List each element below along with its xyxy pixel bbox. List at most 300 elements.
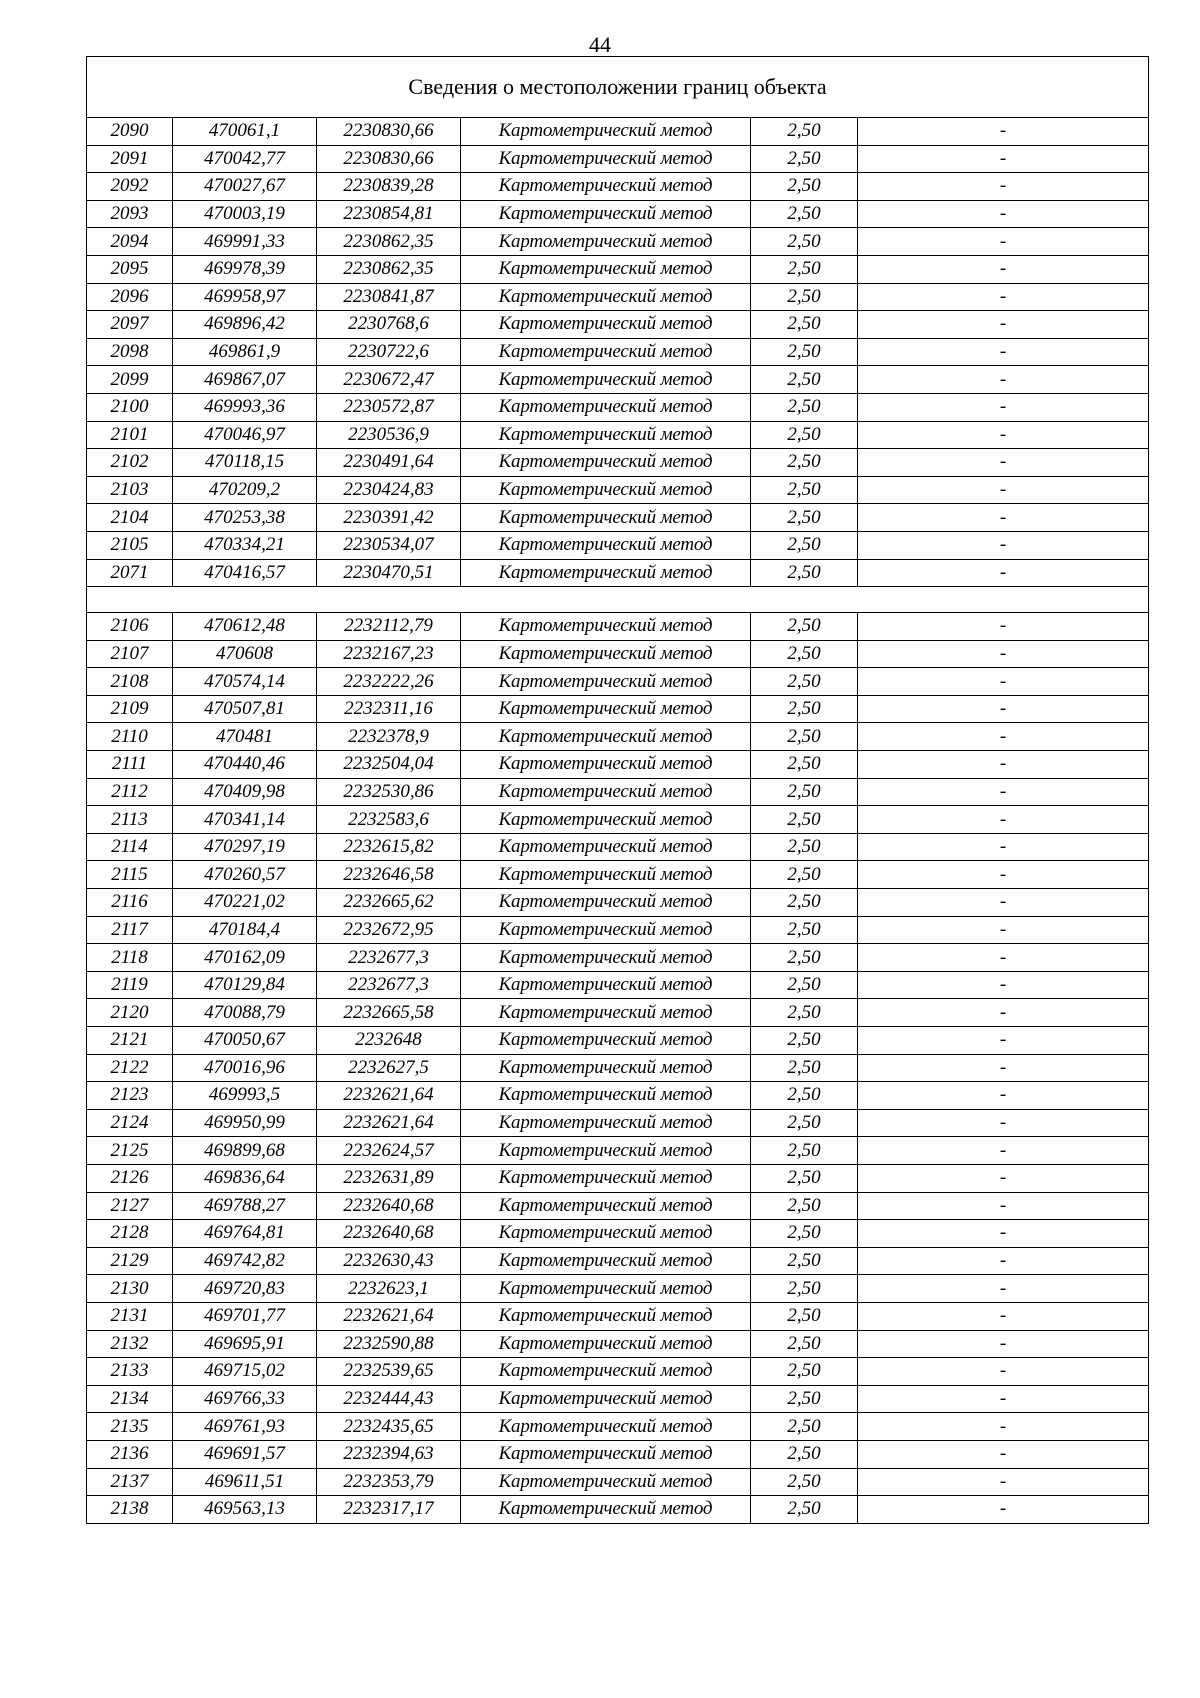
x-coordinate-cell: 470027,67: [173, 173, 317, 201]
x-coordinate-cell: 469761,93: [173, 1413, 317, 1441]
table-row: [87, 421, 1149, 449]
method-cell: Картометрический метод: [461, 613, 751, 641]
description-cell: -: [858, 1385, 1149, 1413]
x-coordinate-cell: 469993,36: [173, 393, 317, 421]
table-row: [87, 1302, 1149, 1330]
point-number-cell: 2098: [87, 338, 173, 366]
table-row: [87, 1413, 1149, 1441]
description-cell: -: [858, 559, 1149, 587]
x-coordinate-cell: 470016,96: [173, 1054, 317, 1082]
table-row: [87, 778, 1149, 806]
table-row: [87, 1247, 1149, 1275]
description-cell: -: [858, 778, 1149, 806]
point-number-cell: 2111: [87, 751, 173, 779]
accuracy-cell: 2,50: [751, 668, 858, 696]
y-coordinate-cell: 2232646,58: [317, 861, 461, 889]
group-separator-row: [87, 587, 1149, 613]
method-cell: Картометрический метод: [461, 1164, 751, 1192]
description-cell: -: [858, 283, 1149, 311]
table-row: [87, 559, 1149, 587]
point-number-cell: 2130: [87, 1275, 173, 1303]
point-number-cell: 2102: [87, 449, 173, 477]
table-row: [87, 338, 1149, 366]
point-number-cell: 2112: [87, 778, 173, 806]
point-number-cell: 2104: [87, 504, 173, 532]
table-row: [87, 1496, 1149, 1524]
table-row: [87, 971, 1149, 999]
method-cell: Картометрический метод: [461, 1413, 751, 1441]
table-row: [87, 200, 1149, 228]
accuracy-cell: 2,50: [751, 971, 858, 999]
y-coordinate-cell: 2232621,64: [317, 1109, 461, 1137]
method-cell: Картометрический метод: [461, 833, 751, 861]
description-cell: -: [858, 1054, 1149, 1082]
table-row: [87, 531, 1149, 559]
table-title-row: [87, 57, 1149, 118]
point-number-cell: 2128: [87, 1220, 173, 1248]
method-cell: Картометрический метод: [461, 449, 751, 477]
point-number-cell: 2123: [87, 1082, 173, 1110]
table-row: [87, 311, 1149, 339]
table-row: [87, 640, 1149, 668]
table-row: [87, 1220, 1149, 1248]
method-cell: Картометрический метод: [461, 640, 751, 668]
table-row: [87, 723, 1149, 751]
method-cell: Картометрический метод: [461, 200, 751, 228]
point-number-cell: 2122: [87, 1054, 173, 1082]
accuracy-cell: 2,50: [751, 916, 858, 944]
accuracy-cell: 2,50: [751, 1330, 858, 1358]
table-row: [87, 613, 1149, 641]
y-coordinate-cell: 2232631,89: [317, 1164, 461, 1192]
method-cell: Картометрический метод: [461, 751, 751, 779]
y-coordinate-cell: 2230839,28: [317, 173, 461, 201]
table-row: [87, 145, 1149, 173]
point-number-cell: 2129: [87, 1247, 173, 1275]
x-coordinate-cell: 469867,07: [173, 366, 317, 394]
y-coordinate-cell: 2230536,9: [317, 421, 461, 449]
point-number-cell: 2119: [87, 971, 173, 999]
point-number-cell: 2105: [87, 531, 173, 559]
table-row: [87, 1440, 1149, 1468]
x-coordinate-cell: 470409,98: [173, 778, 317, 806]
accuracy-cell: 2,50: [751, 283, 858, 311]
point-number-cell: 2113: [87, 806, 173, 834]
point-number-cell: 2116: [87, 889, 173, 917]
method-cell: Картометрический метод: [461, 173, 751, 201]
point-number-cell: 2131: [87, 1302, 173, 1330]
y-coordinate-cell: 2232504,04: [317, 751, 461, 779]
accuracy-cell: 2,50: [751, 1385, 858, 1413]
method-cell: Картометрический метод: [461, 695, 751, 723]
description-cell: -: [858, 1164, 1149, 1192]
method-cell: Картометрический метод: [461, 421, 751, 449]
x-coordinate-cell: 469611,51: [173, 1468, 317, 1496]
y-coordinate-cell: 2232621,64: [317, 1302, 461, 1330]
accuracy-cell: 2,50: [751, 559, 858, 587]
description-cell: -: [858, 1220, 1149, 1248]
x-coordinate-cell: 470221,02: [173, 889, 317, 917]
accuracy-cell: 2,50: [751, 476, 858, 504]
description-cell: -: [858, 1496, 1149, 1524]
table-row: [87, 1468, 1149, 1496]
method-cell: Картометрический метод: [461, 1027, 751, 1055]
table-row: [87, 255, 1149, 283]
description-cell: -: [858, 1137, 1149, 1165]
method-cell: Картометрический метод: [461, 1247, 751, 1275]
x-coordinate-cell: 470334,21: [173, 531, 317, 559]
table-row: [87, 999, 1149, 1027]
table-row: [87, 1275, 1149, 1303]
x-coordinate-cell: 469836,64: [173, 1164, 317, 1192]
x-coordinate-cell: 469788,27: [173, 1192, 317, 1220]
point-number-cell: 2108: [87, 668, 173, 696]
description-cell: -: [858, 889, 1149, 917]
table-row: [87, 1027, 1149, 1055]
y-coordinate-cell: 2230862,35: [317, 255, 461, 283]
accuracy-cell: 2,50: [751, 1302, 858, 1330]
point-number-cell: 2124: [87, 1109, 173, 1137]
y-coordinate-cell: 2230830,66: [317, 118, 461, 146]
point-number-cell: 2138: [87, 1496, 173, 1524]
table-row: [87, 833, 1149, 861]
x-coordinate-cell: 470209,2: [173, 476, 317, 504]
y-coordinate-cell: 2232615,82: [317, 833, 461, 861]
method-cell: Картометрический метод: [461, 366, 751, 394]
point-number-cell: 2099: [87, 366, 173, 394]
y-coordinate-cell: 2230862,35: [317, 228, 461, 256]
point-number-cell: 2093: [87, 200, 173, 228]
x-coordinate-cell: 469950,99: [173, 1109, 317, 1137]
method-cell: Картометрический метод: [461, 668, 751, 696]
accuracy-cell: 2,50: [751, 200, 858, 228]
point-number-cell: 2110: [87, 723, 173, 751]
description-cell: -: [858, 393, 1149, 421]
x-coordinate-cell: 469958,97: [173, 283, 317, 311]
method-cell: Картометрический метод: [461, 338, 751, 366]
table-row: [87, 173, 1149, 201]
accuracy-cell: 2,50: [751, 1054, 858, 1082]
description-cell: -: [858, 1358, 1149, 1386]
y-coordinate-cell: 2232435,65: [317, 1413, 461, 1441]
description-cell: -: [858, 1082, 1149, 1110]
method-cell: Картометрический метод: [461, 393, 751, 421]
method-cell: Картометрический метод: [461, 1137, 751, 1165]
description-cell: -: [858, 833, 1149, 861]
accuracy-cell: 2,50: [751, 1082, 858, 1110]
description-cell: -: [858, 668, 1149, 696]
table-row: [87, 1082, 1149, 1110]
y-coordinate-cell: 2232640,68: [317, 1192, 461, 1220]
x-coordinate-cell: 470481: [173, 723, 317, 751]
accuracy-cell: 2,50: [751, 1137, 858, 1165]
x-coordinate-cell: 470341,14: [173, 806, 317, 834]
method-cell: Картометрический метод: [461, 916, 751, 944]
method-cell: Картометрический метод: [461, 1440, 751, 1468]
y-coordinate-cell: 2230572,87: [317, 393, 461, 421]
page-number: 44: [589, 32, 611, 57]
method-cell: Картометрический метод: [461, 889, 751, 917]
x-coordinate-cell: 470507,81: [173, 695, 317, 723]
table-row: [87, 476, 1149, 504]
description-cell: -: [858, 999, 1149, 1027]
description-cell: -: [858, 255, 1149, 283]
method-cell: Картометрический метод: [461, 1220, 751, 1248]
description-cell: -: [858, 531, 1149, 559]
accuracy-cell: 2,50: [751, 228, 858, 256]
description-cell: -: [858, 421, 1149, 449]
method-cell: Картометрический метод: [461, 1109, 751, 1137]
x-coordinate-cell: 470612,48: [173, 613, 317, 641]
x-coordinate-cell: 469715,02: [173, 1358, 317, 1386]
point-number-cell: 2092: [87, 173, 173, 201]
table-row: [87, 393, 1149, 421]
y-coordinate-cell: 2230491,64: [317, 449, 461, 477]
method-cell: Картометрический метод: [461, 861, 751, 889]
x-coordinate-cell: 470184,4: [173, 916, 317, 944]
x-coordinate-cell: 470162,09: [173, 944, 317, 972]
point-number-cell: 2094: [87, 228, 173, 256]
accuracy-cell: 2,50: [751, 1413, 858, 1441]
accuracy-cell: 2,50: [751, 1192, 858, 1220]
x-coordinate-cell: 470260,57: [173, 861, 317, 889]
method-cell: Картометрический метод: [461, 944, 751, 972]
accuracy-cell: 2,50: [751, 833, 858, 861]
table-row: [87, 1137, 1149, 1165]
point-number-cell: 2121: [87, 1027, 173, 1055]
accuracy-cell: 2,50: [751, 1358, 858, 1386]
point-number-cell: 2120: [87, 999, 173, 1027]
table-row: [87, 1109, 1149, 1137]
y-coordinate-cell: 2230391,42: [317, 504, 461, 532]
accuracy-cell: 2,50: [751, 1440, 858, 1468]
table-row: [87, 1330, 1149, 1358]
accuracy-cell: 2,50: [751, 1109, 858, 1137]
accuracy-cell: 2,50: [751, 1220, 858, 1248]
y-coordinate-cell: 2232621,64: [317, 1082, 461, 1110]
method-cell: Картометрический метод: [461, 1082, 751, 1110]
accuracy-cell: 2,50: [751, 255, 858, 283]
y-coordinate-cell: 2232648: [317, 1027, 461, 1055]
point-number-cell: 2115: [87, 861, 173, 889]
method-cell: Картометрический метод: [461, 476, 751, 504]
point-number-cell: 2071: [87, 559, 173, 587]
description-cell: -: [858, 1330, 1149, 1358]
method-cell: Картометрический метод: [461, 1496, 751, 1524]
description-cell: -: [858, 1192, 1149, 1220]
x-coordinate-cell: 470297,19: [173, 833, 317, 861]
y-coordinate-cell: 2232677,3: [317, 944, 461, 972]
x-coordinate-cell: 469899,68: [173, 1137, 317, 1165]
accuracy-cell: 2,50: [751, 723, 858, 751]
accuracy-cell: 2,50: [751, 311, 858, 339]
method-cell: Картометрический метод: [461, 145, 751, 173]
accuracy-cell: 2,50: [751, 173, 858, 201]
description-cell: -: [858, 971, 1149, 999]
point-number-cell: 2097: [87, 311, 173, 339]
method-cell: Картометрический метод: [461, 531, 751, 559]
point-number-cell: 2107: [87, 640, 173, 668]
x-coordinate-cell: 470003,19: [173, 200, 317, 228]
point-number-cell: 2137: [87, 1468, 173, 1496]
method-cell: Картометрический метод: [461, 1192, 751, 1220]
method-cell: Картометрический метод: [461, 778, 751, 806]
point-number-cell: 2126: [87, 1164, 173, 1192]
accuracy-cell: 2,50: [751, 504, 858, 532]
accuracy-cell: 2,50: [751, 393, 858, 421]
description-cell: -: [858, 1302, 1149, 1330]
point-number-cell: 2091: [87, 145, 173, 173]
point-number-cell: 2103: [87, 476, 173, 504]
y-coordinate-cell: 2232112,79: [317, 613, 461, 641]
description-cell: -: [858, 695, 1149, 723]
description-cell: -: [858, 861, 1149, 889]
method-cell: Картометрический метод: [461, 1330, 751, 1358]
accuracy-cell: 2,50: [751, 999, 858, 1027]
accuracy-cell: 2,50: [751, 421, 858, 449]
description-cell: -: [858, 1468, 1149, 1496]
x-coordinate-cell: 469991,33: [173, 228, 317, 256]
method-cell: Картометрический метод: [461, 1275, 751, 1303]
method-cell: Картометрический метод: [461, 999, 751, 1027]
y-coordinate-cell: 2230841,87: [317, 283, 461, 311]
table-row: [87, 118, 1149, 146]
x-coordinate-cell: 469978,39: [173, 255, 317, 283]
description-cell: -: [858, 311, 1149, 339]
y-coordinate-cell: 2230470,51: [317, 559, 461, 587]
point-number-cell: 2101: [87, 421, 173, 449]
table-row: [87, 1192, 1149, 1220]
x-coordinate-cell: 470253,38: [173, 504, 317, 532]
y-coordinate-cell: 2232677,3: [317, 971, 461, 999]
table-row: [87, 366, 1149, 394]
method-cell: Картометрический метод: [461, 504, 751, 532]
x-coordinate-cell: 470118,15: [173, 449, 317, 477]
table-row: [87, 695, 1149, 723]
description-cell: -: [858, 806, 1149, 834]
y-coordinate-cell: 2232624,57: [317, 1137, 461, 1165]
table-row: [87, 449, 1149, 477]
description-cell: -: [858, 1440, 1149, 1468]
point-number-cell: 2095: [87, 255, 173, 283]
method-cell: Картометрический метод: [461, 723, 751, 751]
accuracy-cell: 2,50: [751, 778, 858, 806]
point-number-cell: 2132: [87, 1330, 173, 1358]
point-number-cell: 2106: [87, 613, 173, 641]
table-row: [87, 1164, 1149, 1192]
x-coordinate-cell: 470050,67: [173, 1027, 317, 1055]
x-coordinate-cell: 470046,97: [173, 421, 317, 449]
y-coordinate-cell: 2232583,6: [317, 806, 461, 834]
description-cell: -: [858, 200, 1149, 228]
y-coordinate-cell: 2232665,58: [317, 999, 461, 1027]
description-cell: -: [858, 1109, 1149, 1137]
description-cell: -: [858, 366, 1149, 394]
method-cell: Картометрический метод: [461, 1302, 751, 1330]
x-coordinate-cell: 470574,14: [173, 668, 317, 696]
point-number-cell: 2100: [87, 393, 173, 421]
y-coordinate-cell: 2232665,62: [317, 889, 461, 917]
method-cell: Картометрический метод: [461, 311, 751, 339]
table-row: [87, 668, 1149, 696]
y-coordinate-cell: 2230830,66: [317, 145, 461, 173]
description-cell: -: [858, 640, 1149, 668]
y-coordinate-cell: 2232530,86: [317, 778, 461, 806]
y-coordinate-cell: 2232640,68: [317, 1220, 461, 1248]
table-row: [87, 889, 1149, 917]
y-coordinate-cell: 2232394,63: [317, 1440, 461, 1468]
accuracy-cell: 2,50: [751, 531, 858, 559]
x-coordinate-cell: 470088,79: [173, 999, 317, 1027]
method-cell: Картометрический метод: [461, 971, 751, 999]
point-number-cell: 2109: [87, 695, 173, 723]
accuracy-cell: 2,50: [751, 751, 858, 779]
method-cell: Картометрический метод: [461, 1385, 751, 1413]
point-number-cell: 2114: [87, 833, 173, 861]
method-cell: Картометрический метод: [461, 283, 751, 311]
description-cell: -: [858, 118, 1149, 146]
table-row: [87, 1358, 1149, 1386]
description-cell: -: [858, 228, 1149, 256]
x-coordinate-cell: 469993,5: [173, 1082, 317, 1110]
y-coordinate-cell: 2232630,43: [317, 1247, 461, 1275]
y-coordinate-cell: 2232539,65: [317, 1358, 461, 1386]
x-coordinate-cell: 469742,82: [173, 1247, 317, 1275]
y-coordinate-cell: 2232311,16: [317, 695, 461, 723]
method-cell: Картометрический метод: [461, 806, 751, 834]
description-cell: -: [858, 476, 1149, 504]
accuracy-cell: 2,50: [751, 695, 858, 723]
description-cell: -: [858, 173, 1149, 201]
description-cell: -: [858, 145, 1149, 173]
group-separator-cell: [87, 587, 1149, 613]
method-cell: Картометрический метод: [461, 228, 751, 256]
x-coordinate-cell: 470608: [173, 640, 317, 668]
description-cell: -: [858, 504, 1149, 532]
y-coordinate-cell: 2230768,6: [317, 311, 461, 339]
x-coordinate-cell: 469720,83: [173, 1275, 317, 1303]
y-coordinate-cell: 2232353,79: [317, 1468, 461, 1496]
table-row: [87, 504, 1149, 532]
point-number-cell: 2134: [87, 1385, 173, 1413]
x-coordinate-cell: 469691,57: [173, 1440, 317, 1468]
accuracy-cell: 2,50: [751, 118, 858, 146]
point-number-cell: 2133: [87, 1358, 173, 1386]
y-coordinate-cell: 2230854,81: [317, 200, 461, 228]
description-cell: -: [858, 916, 1149, 944]
point-number-cell: 2125: [87, 1137, 173, 1165]
point-number-cell: 2118: [87, 944, 173, 972]
accuracy-cell: 2,50: [751, 1027, 858, 1055]
accuracy-cell: 2,50: [751, 366, 858, 394]
y-coordinate-cell: 2232627,5: [317, 1054, 461, 1082]
y-coordinate-cell: 2230424,83: [317, 476, 461, 504]
point-number-cell: 2135: [87, 1413, 173, 1441]
accuracy-cell: 2,50: [751, 861, 858, 889]
description-cell: -: [858, 751, 1149, 779]
table-row: [87, 283, 1149, 311]
x-coordinate-cell: 469766,33: [173, 1385, 317, 1413]
method-cell: Картометрический метод: [461, 1358, 751, 1386]
x-coordinate-cell: 469695,91: [173, 1330, 317, 1358]
accuracy-cell: 2,50: [751, 640, 858, 668]
table-row: [87, 861, 1149, 889]
x-coordinate-cell: 470416,57: [173, 559, 317, 587]
description-cell: -: [858, 1413, 1149, 1441]
table-row: [87, 944, 1149, 972]
accuracy-cell: 2,50: [751, 613, 858, 641]
table-row: [87, 1054, 1149, 1082]
